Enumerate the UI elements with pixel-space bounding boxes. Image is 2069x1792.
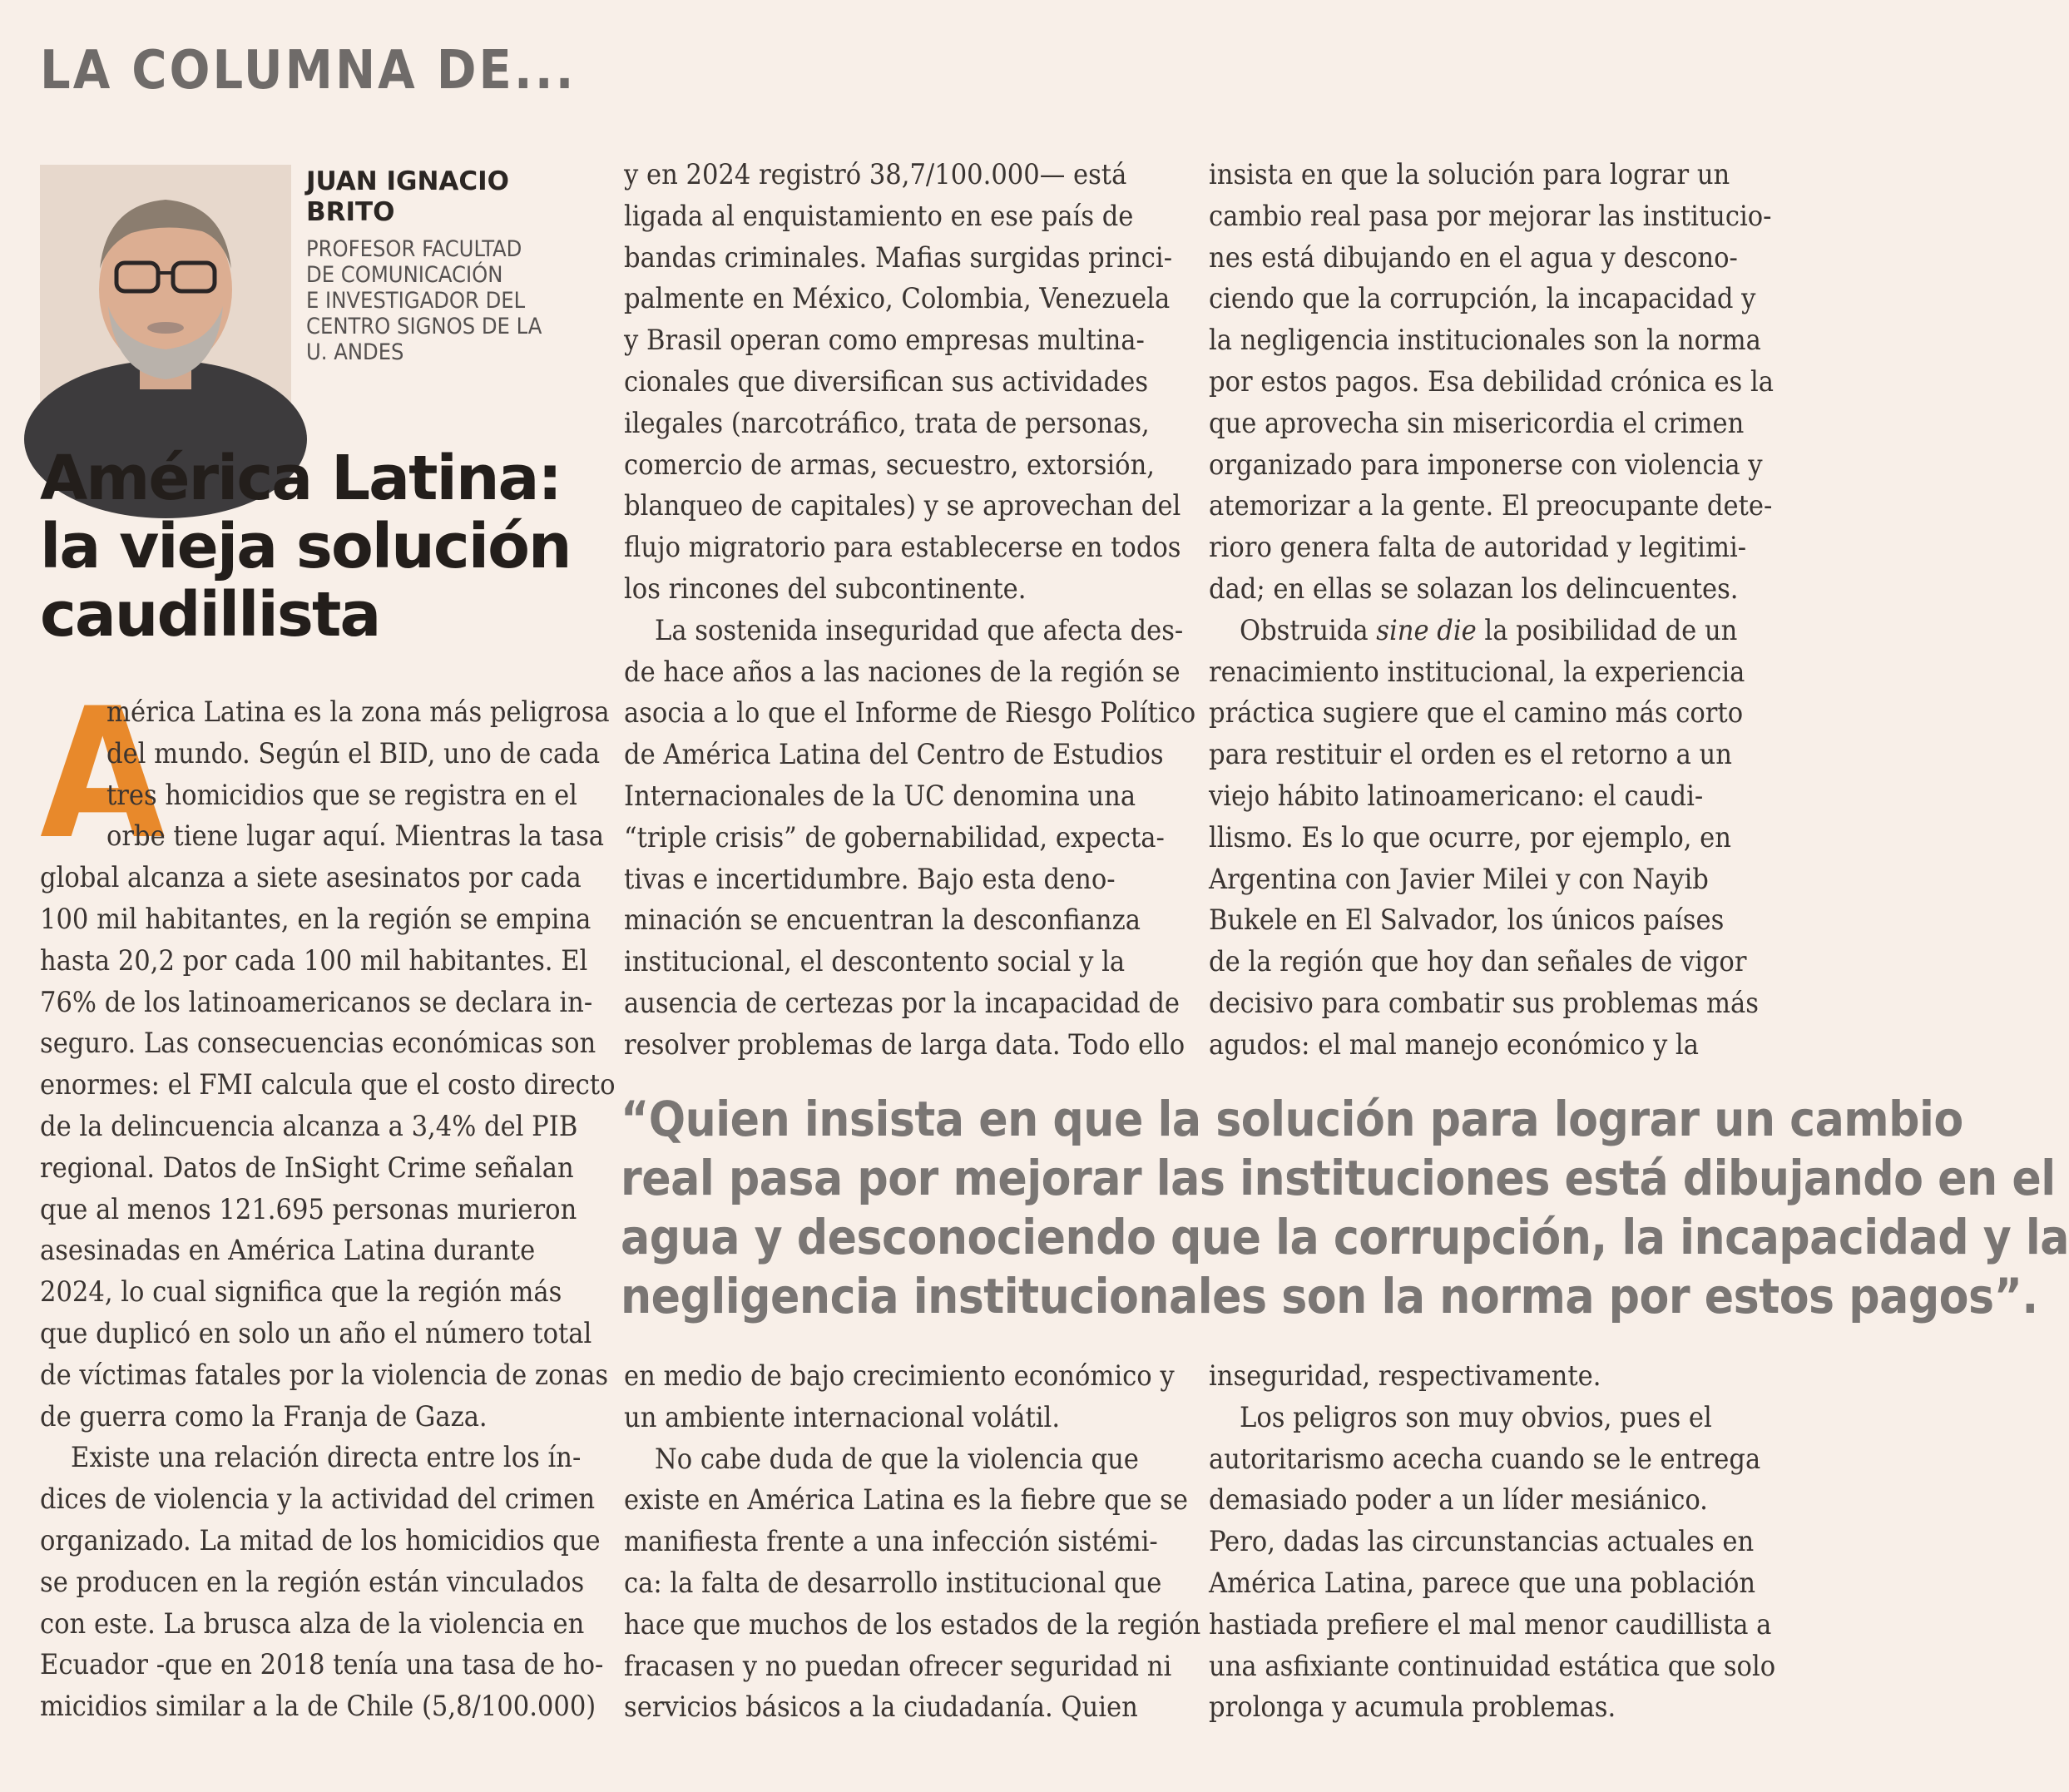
text-line: Pero, dadas las circunstancias actuales en xyxy=(1209,1525,1755,1559)
text-line: minación se encuentran la desconfianza xyxy=(624,903,1141,938)
text-line: que duplicó en solo un año el número total xyxy=(40,1316,592,1350)
text-line: Obstruida sine die la posibilidad de un xyxy=(1240,613,1738,647)
text-line: Bukele en El Salvador, los únicos países xyxy=(1209,903,1725,938)
text-line: micidios similar a la de Chile (5,8/100.000) xyxy=(40,1690,596,1724)
text-line: rioro genera falta de autoridad y legitimi- xyxy=(1209,531,1747,565)
text-line: fracasen y no puedan ofrecer seguridad ni xyxy=(624,1649,1172,1683)
text-line: para restituir el orden es el retorno a un xyxy=(1209,738,1732,772)
column-1 xyxy=(40,670,616,1728)
text-line: regional. Datos de InSight Crime señalan xyxy=(40,1151,574,1185)
text-line: de la región que hoy dan señales de vigor xyxy=(1209,945,1747,979)
text-line: ciendo que la corrupción, la incapacidad y xyxy=(1209,282,1756,316)
text-line: de América Latina del Centro de Estudios xyxy=(624,738,1164,772)
text-line: Los peligros son muy obvios, pues el xyxy=(1240,1400,1712,1434)
text-line: una asfixiante continuidad estática que solo xyxy=(1209,1649,1776,1683)
text-line: se producen en la región están vinculados xyxy=(40,1565,585,1599)
text-line: dices de violencia y la actividad del crimen xyxy=(40,1483,596,1517)
text-line: llismo. Es lo que ocurre, por ejemplo, en xyxy=(1209,820,1731,854)
text-line: nes está dibujando en el agua y descono- xyxy=(1209,240,1738,275)
text-line: tres homicidios que se registra en el xyxy=(106,778,577,812)
text-line: mérica Latina es la zona más peligrosa xyxy=(106,696,610,729)
text-line: insista en que la solución para lograr un xyxy=(1209,158,1730,191)
text-line: hace que muchos de los estados de la región xyxy=(624,1607,1201,1641)
text-line: que al menos 121.695 personas murieron xyxy=(40,1192,577,1226)
text-line: 100 mil habitantes, en la región se empina xyxy=(40,902,591,936)
text-line: ligada al enquistamiento en ese país de xyxy=(624,199,1134,233)
text-line: 2024, lo cual significa que la región más xyxy=(40,1275,562,1309)
text-line: No cabe duda de que la violencia que xyxy=(655,1442,1139,1476)
column-3-bottom xyxy=(1209,1356,1776,1729)
text-line: seguro. Las consecuencias económicas son xyxy=(40,1027,596,1061)
text-line: bandas criminales. Mafias surgidas princi- xyxy=(624,240,1173,275)
italic-phrase: sine die xyxy=(1376,613,1477,647)
text-line: en medio de bajo crecimiento económico y xyxy=(624,1359,1175,1393)
text-line: del mundo. Según el BID, uno de cada xyxy=(106,736,601,770)
text-line: Internacionales de la UC denomina una xyxy=(624,779,1136,813)
text-line: renacimiento institucional, la experiencia xyxy=(1209,655,1745,689)
text-line: práctica sugiere que el camino más corto xyxy=(1209,696,1744,730)
text-line: un ambiente internacional volátil. xyxy=(624,1400,1061,1434)
text-line: manifiesta frente a una infección sistémi- xyxy=(624,1525,1158,1559)
text-line: por estos pagos. Esa debilidad crónica es la xyxy=(1209,364,1774,398)
text-line: hasta 20,2 por cada 100 mil habitantes. El xyxy=(40,943,588,978)
column-2-top xyxy=(624,155,1196,1067)
text-line: Ecuador -que en 2018 tenía una tasa de ho- xyxy=(40,1648,604,1682)
text-line: de víctimas fatales por la violencia de zonas xyxy=(40,1358,609,1392)
text-line: servicios básicos a la ciudadanía. Quien xyxy=(624,1691,1138,1725)
author-name: JUAN IGNACIO BRITO xyxy=(306,166,510,227)
text-line: cambio real pasa por mejorar las institucio- xyxy=(1209,199,1772,233)
text-line: agudos: el mal manejo económico y la xyxy=(1209,1027,1699,1062)
text-line: orbe tiene lugar aquí. Mientras la tasa xyxy=(106,819,605,854)
text-line: ilegales (narcotráfico, trata de personas, xyxy=(624,406,1150,440)
text-line: hastiada prefiere el mal menor caudillista a xyxy=(1209,1607,1772,1641)
text-line: Argentina con Javier Milei y con Nayib xyxy=(1209,862,1709,896)
text-line: de la delincuencia alcanza a 3,4% del PIB xyxy=(40,1109,578,1143)
text-line: tivas e incertidumbre. Bajo esta deno- xyxy=(624,862,1116,896)
section-label: LA COLUMNA DE... xyxy=(40,40,577,101)
text-line: Existe una relación directa entre los ín- xyxy=(71,1441,582,1475)
text-line: los rincones del subcontinente. xyxy=(624,572,1027,606)
text-line: global alcanza a siete asesinatos por cada xyxy=(40,861,582,895)
column-3-top xyxy=(1209,155,1774,1067)
text-line: palmente en México, Colombia, Venezuela xyxy=(624,282,1171,316)
text-line: organizado. La mitad de los homicidios que xyxy=(40,1523,601,1557)
text-line: asesinadas en América Latina durante xyxy=(40,1234,536,1268)
text-line: institucional, el descontento social y la xyxy=(624,945,1126,979)
text-line: autoritarismo acecha cuando se le entrega xyxy=(1209,1442,1761,1476)
text-line: la negligencia institucionales son la norma xyxy=(1209,324,1761,358)
text-line: ca: la falta de desarrollo institucional que xyxy=(624,1566,1162,1600)
text-line: prolonga y acumula problemas. xyxy=(1209,1691,1616,1725)
text-line: dad; en ellas se solazan los delincuentes. xyxy=(1209,572,1739,606)
drop-cap: A xyxy=(40,670,166,879)
text-line: atemorizar a la gente. El preocupante dete- xyxy=(1209,489,1773,523)
column-2-bottom xyxy=(624,1356,1201,1729)
text-line: que aprovecha sin misericordia el crimen xyxy=(1209,406,1745,440)
text-line: cionales que diversifican sus actividades xyxy=(624,364,1149,398)
text-line: asocia a lo que el Informe de Riesgo Político xyxy=(624,696,1196,730)
text-line: decisivo para combatir sus problemas más xyxy=(1209,986,1759,1020)
text-line: comercio de armas, secuestro, extorsión, xyxy=(624,448,1155,482)
text-line: existe en América Latina es la fiebre que se xyxy=(624,1483,1188,1517)
text-line: La sostenida inseguridad que afecta des- xyxy=(655,613,1184,647)
text-line: “triple crisis” de gobernabilidad, expecta- xyxy=(624,820,1165,854)
text-line: inseguridad, respectivamente. xyxy=(1209,1359,1601,1393)
text-line: y en 2024 registró 38,7/100.000— está xyxy=(624,158,1127,191)
text-line: flujo migratorio para establecerse en todos xyxy=(624,531,1181,565)
text-line: blanqueo de capitales) y se aprovechan del xyxy=(624,489,1181,523)
text-line: de hace años a las naciones de la región se xyxy=(624,655,1181,689)
author-photo xyxy=(40,165,291,416)
pull-quote: “Quien insista en que la solución para lograr un cambio real pasa por mejorar las instituciones está dibujando en el agua y desconociendo que la corrupción, la incapacidad y la negligencia institucionales son la norma por estos pagos”. xyxy=(621,1091,2069,1324)
text-line: ausencia de certezas por la incapacidad de xyxy=(624,986,1180,1020)
text-line: enormes: el FMI calcula que el costo directo xyxy=(40,1068,616,1102)
text-line: demasiado poder a un líder mesiánico. xyxy=(1209,1483,1708,1517)
text-line: viejo hábito latinoamericano: el caudi- xyxy=(1209,779,1704,813)
text-line: 76% de los latinoamericanos se declara in- xyxy=(40,985,593,1019)
text-line: y Brasil operan como empresas multina- xyxy=(624,324,1145,358)
author-role: PROFESOR FACULTAD DE COMUNICACIÓN E INVESTIGADOR DEL CENTRO SIGNOS DE LA U. ANDES xyxy=(306,236,542,365)
headline: América Latina: la vieja solución caudillista xyxy=(40,443,571,651)
text-line: con este. La brusca alza de la violencia en xyxy=(40,1606,585,1641)
text-line: resolver problemas de larga data. Todo ello xyxy=(624,1027,1185,1062)
text-line: de guerra como la Franja de Gaza. xyxy=(40,1399,488,1433)
text-line: organizado para imponerse con violencia y xyxy=(1209,448,1763,482)
byline xyxy=(306,166,572,365)
text-line: América Latina, parece que una población xyxy=(1209,1566,1756,1600)
